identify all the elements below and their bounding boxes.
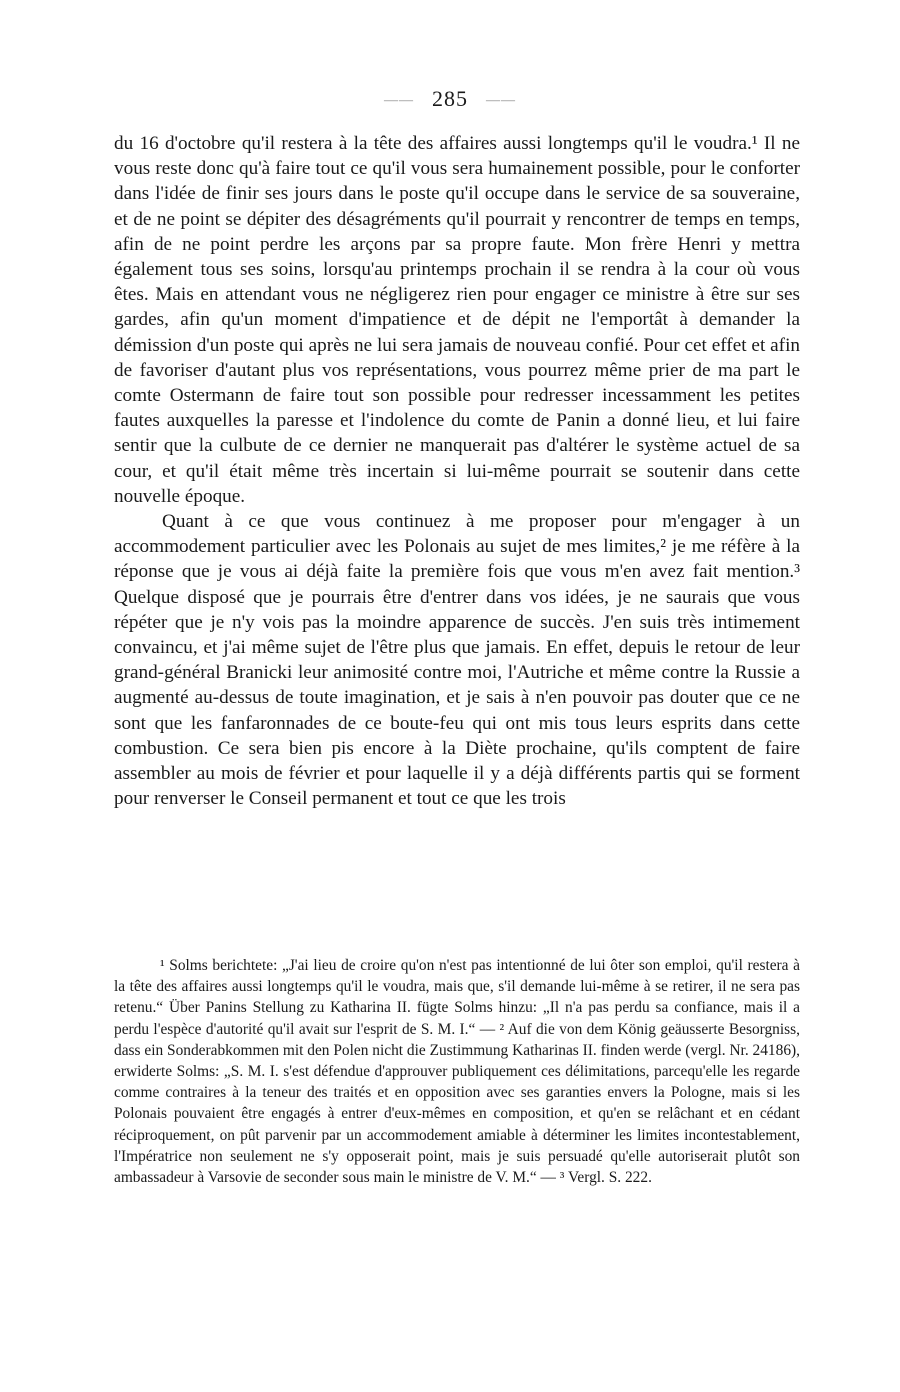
footnote-text: ¹ Solms berichtete: „J'ai lieu de croire qu'on n'est pas intentionné de lui ôter son emploi, qu'il restera à la tête des affaires aussi longtemps qu'il le voudra, mais que, s'il demande lui-même à se retirer, il ne sera pas retenu.“ Über Panins Stellung zu Katharina II. fügte Solms hinzu: „Il n'a pas perdu sa confiance, mais il a perdu l'espèce d'autorité qu'il avait sur l'esprit de S. M. I.“ — ² Auf die von dem König geäusserte Besorgniss, dass ein Sonderabkommen mit den Polen nicht die Zustimmung Katharinas II. finden werde (vergl. Nr. 24186), erwiderte Solms: „S. M. I. s'est défendue d'approuver publiquement ces délimitations, parcequ'elle les regarde comme contraires à la teneur des traités et en opposition avec ses garanties envers la Pologne, mais si les Polonais pouvaient être engagés à entrer d'eux-mêmes en composition, et qu'en se relâchant et en cédant réciproquement, on pût parvenir par un accommodement amiable à déterminer les limites incontestablement, l'Impératrice non seulement ne s'y opposerait point, mais je suis persuadé qu'elle autoriserait plutôt son ambassadeur à Varsovie de seconder sous main le ministre de V. M.“ — ³ Vergl. S. 222. — [114, 957, 800, 1187]
header-rule-left: —— — [384, 92, 414, 108]
header-rule-right: —— — [486, 92, 516, 108]
page-header — [0, 86, 900, 112]
paragraph: Quant à ce que vous continuez à me proposer pour m'engager à un accommodement particulier avec les Polonais au sujet de mes limites,² je me réfère à la réponse que je vous ai déjà faite la première fois que vous m'en avez fait mention.³ Quelque disposé que je pourrais être d'entrer dans vos idées, je ne saurais que vous répéter que je n'y vois pas la moindre apparence de succès. J'en suis très intimement convaincu, et j'ai même sujet de l'être plus que jamais. En effet, depuis le retour de leur grand-général Branicki leur animosité contre moi, l'Autriche et même contre la Russie a augmenté au-dessus de toute imagination, et je sais à n'en pouvoir pas douter que ce ne sont que les fanfaronnades de ce boute-feu qui ont mis tous leurs esprits dans cette combustion. Ce sera bien pis encore à la Diète prochaine, qu'ils comptent de faire assembler au mois de février et pour laquelle il y a déjà différents partis qui se forment pour renverser le Conseil permanent et tout ce que les trois — [114, 511, 800, 810]
main-text — [114, 131, 800, 811]
page-number: 285 — [432, 86, 468, 111]
footnotes — [114, 955, 800, 1188]
paragraph: du 16 d'octobre qu'il restera à la tête des affaires aussi longtemps qu'il le voudra.¹ Il ne vous reste donc qu'à faire tout ce qu'il vous sera humainement possible, pour le conforter dans l'idée de finir ses jours dans le poste qu'il occupe dans le service de sa souveraine, et de ne point se dépiter des désagréments qu'il pourrait y rencontrer de temps en temps, afin de ne point perdre les arçons par sa propre faute. Mon frère Henri y mettra également tous ses soins, lorsqu'au printemps prochain il se rendra à la cour où vous êtes. Mais en attendant vous ne négligerez rien pour engager ce ministre à être sur ses gardes, afin qu'un moment d'impatience et de dépit ne l'emportât à demander la démission d'un poste qui après ne lui sera jamais de nouveau confié. Pour cet effet et afin de favoriser d'autant plus vos représentations, vous pourrez même prier de ma part le comte Ostermann de faire tout son possible pour redresser incessamment les petites fautes auxquelles la paresse et l'indolence du comte de Panin a donné lieu, et lui faire sentir que la culbute de ce dernier ne manquerait pas d'altérer le système actuel de sa cour, et qu'il était même très incertain si lui-même pourrait se soutenir dans cette nouvelle époque. — [114, 133, 800, 507]
